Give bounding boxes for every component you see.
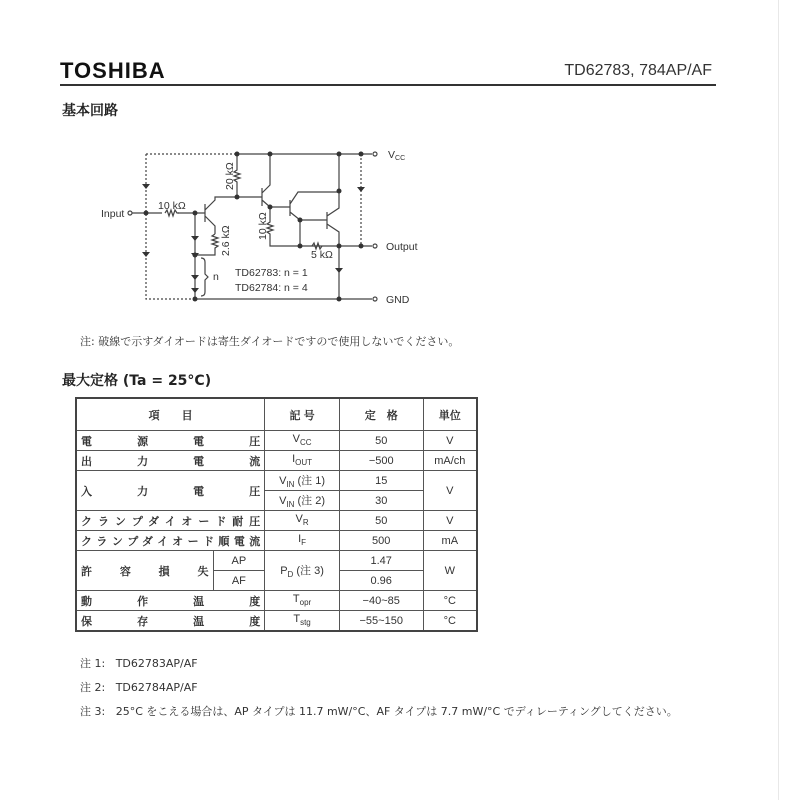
rating-cell: 50 <box>339 511 423 531</box>
table-row <box>76 511 477 531</box>
unit-cell: mA <box>423 531 477 551</box>
symbol-cell <box>265 511 340 531</box>
variant-2-label: TD62784: n = 4 <box>235 282 308 294</box>
toshiba-logo: TOSHIBA <box>60 58 166 83</box>
header-item: 項 目 <box>76 398 265 431</box>
variant-cell: AF <box>213 571 265 591</box>
resistor-2k6 <box>195 234 218 255</box>
transistor-3 <box>290 192 339 246</box>
symbol-text: (注 1) <box>294 474 325 487</box>
unit-cell: V <box>423 511 477 531</box>
r5-label: 5 kΩ <box>311 249 333 261</box>
n-label: n <box>213 271 219 283</box>
footnote-1: 注 1: TD62783AP/AF <box>80 657 198 670</box>
table-row <box>76 431 477 451</box>
header-symbol: 記 号 <box>265 398 340 431</box>
symbol-text: F <box>301 538 307 548</box>
symbol-text: I <box>292 453 296 466</box>
item-cell: クランプダイオード耐圧 <box>76 511 265 531</box>
unit-cell: °C <box>423 591 477 611</box>
rating-cell: 50 <box>339 431 423 451</box>
transistor-2 <box>262 154 290 207</box>
table-row <box>76 531 477 551</box>
symbol-text: V <box>295 513 303 526</box>
item-cell: 出力電流 <box>76 451 265 471</box>
footnote-3: 注 3: 25°C をこえる場合は、AP タイプは 11.7 mW/°C、AF タイプは 7.7 mW/°C でディレーティングしてください。 <box>80 705 678 718</box>
item-cell: クランプダイオード順電流 <box>76 531 265 551</box>
footnote-2: 注 2: TD62784AP/AF <box>80 681 198 694</box>
symbol-text: R <box>302 518 309 528</box>
symbol-text: V <box>279 474 287 487</box>
symbol-text: IN <box>286 480 295 490</box>
vcc-label: VCC <box>388 149 406 162</box>
r1-label: 10 kΩ <box>158 200 186 212</box>
table-header <box>76 398 477 431</box>
symbol-cell <box>265 591 340 611</box>
r3-label: 2.6 kΩ <box>220 225 232 256</box>
symbol-cell <box>265 491 340 511</box>
symbol-text: T <box>293 613 301 626</box>
rating-cell: 500 <box>339 531 423 551</box>
rating-cell: −40~85 <box>339 591 423 611</box>
symbol-text: (注 3) <box>293 564 324 577</box>
part-number: TD62783, 784AP/AF <box>564 62 712 79</box>
item-cell: 電源電圧 <box>76 431 265 451</box>
circuit-title: 基本回路 <box>62 103 118 119</box>
unit-cell: V <box>423 431 477 451</box>
item-cell: 入力電圧 <box>76 471 265 511</box>
circuit-note: 注: 破線で示すダイオードは寄生ダイオードですので使用しないでください。 <box>80 335 460 348</box>
symbol-cell <box>265 451 340 471</box>
rating-cell: 15 <box>339 471 423 491</box>
symbol-text: CC <box>299 438 312 448</box>
table-row <box>76 591 477 611</box>
symbol-cell <box>265 531 340 551</box>
input-label: Input <box>101 208 125 220</box>
item-cell: 許容損失 <box>76 551 213 591</box>
rating-cell: −55~150 <box>339 611 423 632</box>
symbol-text: opr <box>299 598 312 608</box>
symbol-text: P <box>280 564 288 577</box>
r2-label: 20 kΩ <box>224 162 236 190</box>
rating-cell: 30 <box>339 491 423 511</box>
symbol-text: (注 2) <box>294 494 325 507</box>
unit-cell: °C <box>423 611 477 632</box>
unit-cell: V <box>423 471 477 511</box>
unit-cell: W <box>423 551 477 591</box>
resistor-20k <box>234 154 262 197</box>
symbol-text: I <box>298 533 302 546</box>
output-label: Output <box>386 241 418 253</box>
symbol-text: V <box>279 494 287 507</box>
symbol-cell <box>265 551 340 591</box>
transistor-4 <box>327 154 339 299</box>
symbol-text: IN <box>286 500 295 510</box>
n-brace <box>201 258 208 296</box>
symbol-text: D <box>287 570 294 580</box>
rating-cell: 0.96 <box>339 571 423 591</box>
rating-cell: 1.47 <box>339 551 423 571</box>
symbol-text: V <box>292 433 300 446</box>
item-cell: 動作温度 <box>76 591 265 611</box>
max-ratings-table <box>75 397 478 632</box>
variant-1-label: TD62783: n = 1 <box>235 267 308 279</box>
header-unit: 単位 <box>423 398 477 431</box>
table-row <box>76 451 477 471</box>
table-row <box>76 551 477 571</box>
symbol-cell <box>265 431 340 451</box>
item-cell: 保存温度 <box>76 611 265 632</box>
variant-cell: AP <box>213 551 265 571</box>
table-row <box>76 471 477 491</box>
table-row <box>76 611 477 632</box>
symbol-text: T <box>292 593 300 606</box>
unit-cell: mA/ch <box>423 451 477 471</box>
symbol-cell <box>265 471 340 491</box>
resistor-10k-b <box>267 207 372 246</box>
ratings-title: 最大定格 (Ta = 25°C) <box>62 373 212 389</box>
symbol-text: stg <box>300 618 311 628</box>
symbol-cell <box>265 611 340 632</box>
header-rating: 定 格 <box>339 398 423 431</box>
circuit-diagram <box>0 0 800 320</box>
gnd-label: GND <box>386 294 410 306</box>
symbol-text: OUT <box>295 458 313 468</box>
r4-label: 10 kΩ <box>257 212 269 240</box>
rating-cell: −500 <box>339 451 423 471</box>
